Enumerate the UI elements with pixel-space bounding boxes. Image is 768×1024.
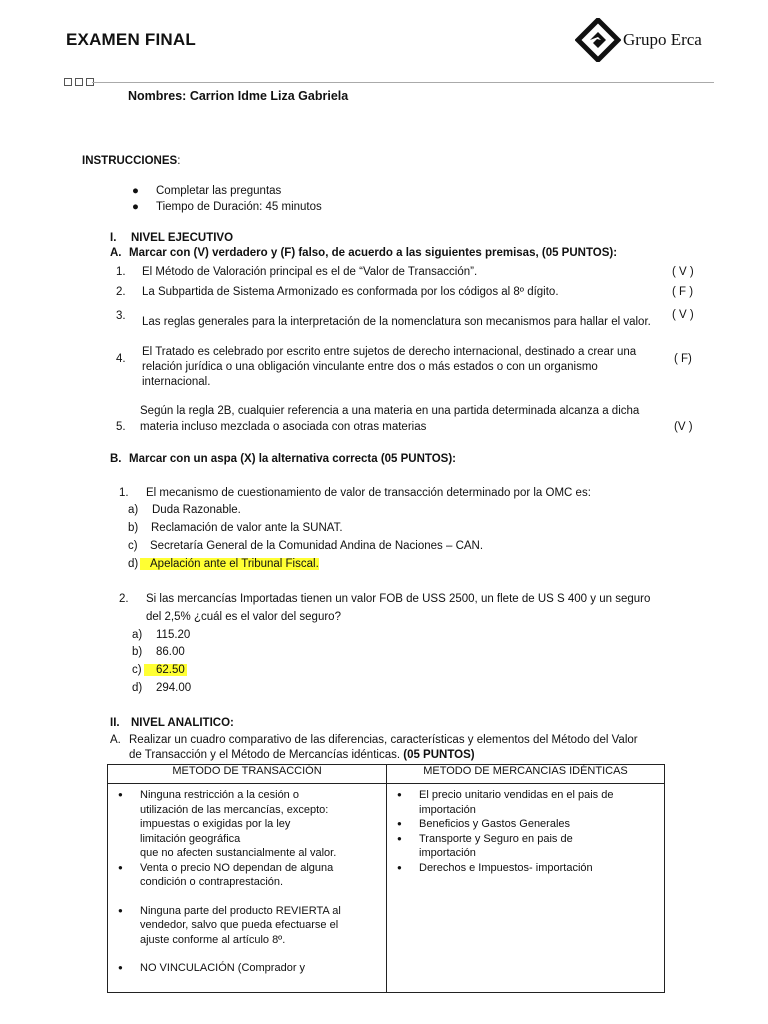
item-number: 4.	[116, 353, 126, 365]
premise-text: relación jurídica o una obligación vinculante entre dos o más estados o con un organismo	[142, 361, 598, 373]
option-letter: b)	[132, 646, 143, 658]
option-letter: c)	[128, 540, 138, 552]
question-number: 1.	[119, 487, 129, 499]
instructions-heading: INSTRUCCIONES:	[82, 155, 181, 167]
logo-text: Grupo Erca	[623, 30, 702, 49]
section-title: NIVEL EJECUTIVO	[131, 232, 234, 244]
part-prompt: de Transacción y el Método de Mercancías idénticas. (05 PUNTOS)	[129, 749, 475, 761]
instruction-bullet: ●	[132, 201, 139, 213]
instruction-bullet: ●	[132, 185, 139, 197]
section-title: NIVEL ANALITICO:	[131, 717, 234, 729]
list-item: ● Ninguna parte del producto REVIERTA al vendedor, salvo que pueda efectuarse el ajuste conforme al artículo 8º.	[140, 904, 380, 948]
table-cell	[387, 784, 665, 993]
part-letter: B.	[110, 453, 122, 465]
premise-text: El Tratado es celebrado por escrito entre sujetos de derecho internacional, destinado a crear una	[142, 346, 637, 358]
column-header: METODO DE MERCANCIAS IDÉNTICAS	[387, 765, 665, 784]
student-name: Nombres: Carrion Idme Liza Gabriela	[128, 89, 349, 103]
premise-answer: ( F)	[674, 353, 692, 365]
option-text: Secretaría General de la Comunidad Andina de Naciones – CAN.	[150, 540, 484, 552]
table-cell	[108, 784, 387, 993]
list-item: ● El precio unitario vendidas en el pais de importación	[419, 788, 658, 817]
option-letter: a)	[128, 504, 139, 516]
comparison-table	[107, 764, 665, 993]
list-item: ● Beneficios y Gastos Generales	[419, 817, 658, 832]
part-prompt: Realizar un cuadro comparativo de las diferencias, características y elementos del Método del Valor	[129, 734, 638, 746]
premise-answer: ( V )	[672, 309, 694, 321]
list-item: ● Derechos e Impuestos- importación	[419, 861, 658, 876]
part-prompt: Marcar con un aspa (X) la alternativa correcta (05 PUNTOS):	[129, 453, 457, 465]
instruction-text: Completar las preguntas	[156, 185, 282, 197]
option-text: 86.00	[156, 646, 185, 658]
option-text: 294.00	[156, 682, 192, 694]
premise-text: internacional.	[142, 376, 211, 388]
instruction-text: Tiempo de Duración: 45 minutos	[156, 201, 322, 213]
list-item: ● Transporte y Seguro en pais de importación	[419, 832, 658, 861]
grupo-erca-logo	[575, 18, 715, 62]
item-number: 2.	[116, 286, 126, 298]
option-text: Reclamación de valor ante la SUNAT.	[151, 522, 343, 534]
premise-text: Las reglas generales para la interpretación de la nomenclatura son mecanismos para hallar el valor.	[142, 316, 651, 328]
item-number: 5.	[116, 421, 126, 433]
list-item: ● Ninguna restricción a la cesión o utilización de las mercancías, excepto: impuestas o exigidas por la ley limitación geográfica que no afecten sustancialmente al valor.	[140, 788, 380, 861]
part-letter: A.	[110, 734, 121, 746]
option-letter: c)	[132, 664, 142, 676]
table-header-row	[108, 765, 665, 784]
selected-option-text: Apelación ante el Tribunal Fiscal.	[140, 558, 319, 570]
part-prompt: Marcar con (V) verdadero y (F) falso, de acuerdo a las siguientes premisas, (05 PUNTOS):	[129, 247, 618, 259]
premise-answer: ( V )	[672, 266, 694, 278]
option-letter: a)	[132, 629, 143, 641]
option-letter: d)	[128, 558, 139, 570]
item-number: 3.	[116, 310, 126, 322]
decorative-squares	[64, 77, 97, 89]
premise-text: materia incluso mezclada o asociada con otras materias	[140, 421, 427, 433]
option-text: Duda Razonable.	[152, 504, 241, 516]
premise-text: Según la regla 2B, cualquier referencia a una materia en una partida determinada alcanza a dicha	[140, 405, 640, 417]
document-title: EXAMEN FINAL	[66, 30, 196, 49]
premise-text: La Subpartida de Sistema Armonizado es conformada por los códigos al 8º dígito.	[142, 286, 559, 298]
part-letter: A.	[110, 247, 122, 259]
question-number: 2.	[119, 593, 129, 605]
item-number: 1.	[116, 266, 126, 278]
selected-option-text: 62.50	[144, 664, 187, 676]
question-text: Si las mercancías Importadas tienen un valor FOB de USS 2500, un flete de US S 400 y un seguro	[146, 593, 651, 605]
table-row	[108, 784, 665, 993]
section-numeral: II.	[110, 717, 120, 729]
list-item: ● NO VINCULACIÓN (Comprador y	[140, 961, 380, 976]
premise-answer: ( F )	[672, 286, 694, 298]
option-text: 115.20	[156, 629, 191, 641]
premise-answer: (V )	[674, 421, 693, 433]
premise-text: El Método de Valoración principal es el de “Valor de Transacción”.	[142, 266, 478, 278]
column-header: METODO DE TRANSACCIÓN	[108, 765, 387, 784]
option-letter: b)	[128, 522, 139, 534]
list-item: ● Venta o precio NO dependan de alguna condición o contraprestación.	[140, 861, 380, 890]
logo-mark-icon	[575, 18, 621, 62]
section-numeral: I.	[110, 232, 117, 244]
question-text: del 2,5% ¿cuál es el valor del seguro?	[146, 611, 341, 623]
option-letter: d)	[132, 682, 143, 694]
header-divider	[92, 82, 714, 83]
question-text: El mecanismo de cuestionamiento de valor de transacción determinado por la OMC es:	[146, 487, 591, 499]
